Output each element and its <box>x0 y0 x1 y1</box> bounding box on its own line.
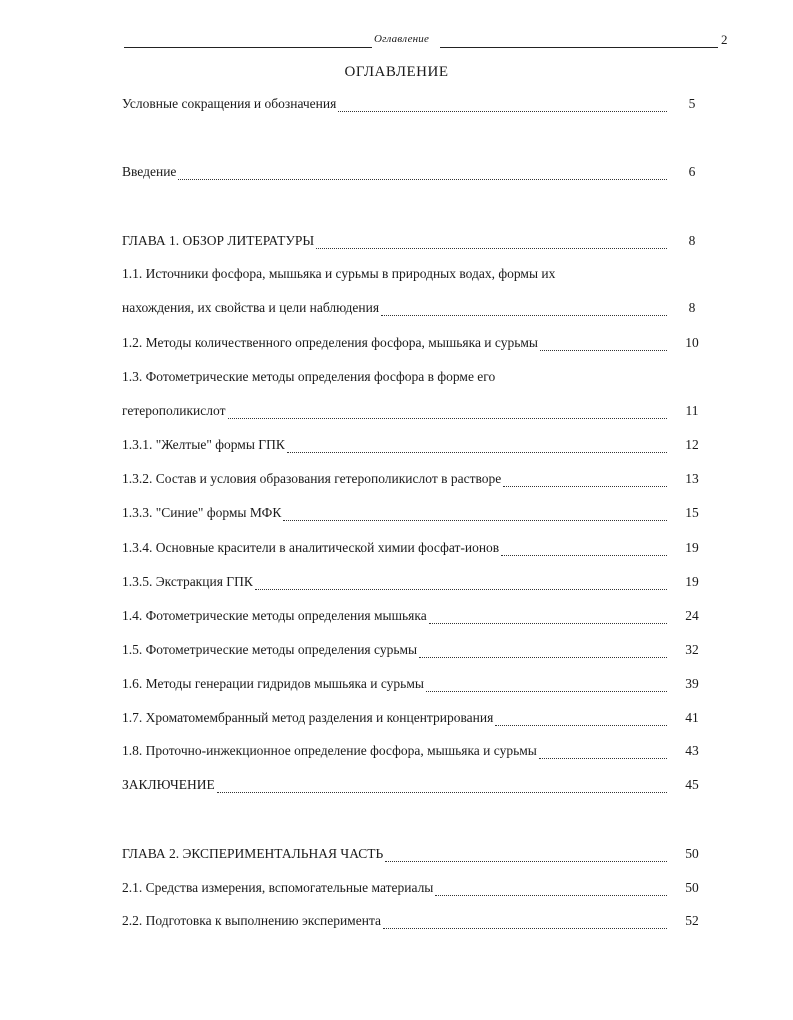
toc-entry-text: ГЛАВА 2. ЭКСПЕРИМЕНТАЛЬНАЯ ЧАСТЬ <box>122 846 384 861</box>
toc-entry <box>122 369 667 389</box>
toc-entry <box>122 233 667 253</box>
toc-entry-page: 45 <box>685 777 699 792</box>
toc-entry-text: 1.3.3. "Синие" формы МФК <box>122 505 282 520</box>
toc-entry <box>122 608 667 628</box>
dot-leader <box>338 109 667 112</box>
toc-entry <box>122 676 667 696</box>
toc-entry-page: 8 <box>688 300 696 315</box>
toc-entry-page: 13 <box>685 471 699 486</box>
toc-entry <box>122 96 667 116</box>
toc-entry-text: 1.1. Источники фосфора, мышьяка и сурьмы в природных водах, формы их <box>122 266 556 281</box>
toc-entry-text: 1.3.5. Экстракция ГПК <box>122 574 253 589</box>
toc-entry-text: Условные сокращения и обозначения <box>122 96 337 111</box>
toc-entry-text: 1.3.4. Основные красители в аналитической химии фосфат-ионов <box>122 540 500 555</box>
toc-entry-text: 1.8. Проточно-инжекционное определение фосфора, мышьяка и сурьмы <box>122 743 537 758</box>
toc-entry <box>122 642 667 662</box>
header-rule-right <box>440 47 718 48</box>
toc-entry <box>122 574 667 594</box>
dot-leader <box>429 621 667 624</box>
dot-leader <box>255 587 667 590</box>
dot-leader <box>178 177 667 180</box>
toc-entry-text: 2.2. Подготовка к выполнению эксперимента <box>122 913 381 928</box>
dot-leader <box>435 893 667 896</box>
toc-entry-text: 1.7. Хроматомембранный метод разделения и концентрирования <box>122 710 494 725</box>
toc-entry-page: 50 <box>685 880 699 895</box>
dot-leader <box>228 416 667 419</box>
toc-entry <box>122 846 667 866</box>
toc-entry-page: 8 <box>688 233 696 248</box>
dot-leader <box>381 313 667 316</box>
dot-leader <box>501 553 667 556</box>
toc-entry-text: 1.4. Фотометрические методы определения мышьяка <box>122 608 427 623</box>
dot-leader <box>385 859 667 862</box>
toc-entry-page: 19 <box>685 540 699 555</box>
toc-entry-page: 43 <box>685 743 699 758</box>
toc-entry <box>122 777 667 797</box>
header-rule-left <box>124 47 372 48</box>
toc-entry <box>122 471 667 491</box>
toc-entry-text: 1.5. Фотометрические методы определения сурьмы <box>122 642 418 657</box>
toc-entry <box>122 403 667 423</box>
toc-entry-text: 1.3.1. "Желтые" формы ГПК <box>122 437 285 452</box>
toc-entry-page: 12 <box>685 437 699 452</box>
dot-leader <box>383 926 667 929</box>
toc-entry-text: 1.6. Методы генерации гидридов мышьяка и сурьмы <box>122 676 424 691</box>
toc-entry-page: 11 <box>685 403 699 418</box>
toc-entry-text: 1.3.2. Состав и условия образования гетерополикислот в растворе <box>122 471 502 486</box>
toc-entry <box>122 266 667 286</box>
dot-leader <box>316 246 667 249</box>
toc-entry <box>122 913 667 933</box>
toc-entry-page: 41 <box>685 710 699 725</box>
dot-leader <box>287 450 667 453</box>
toc-entry-text: 1.3. Фотометрические методы определения фосфора в форме его <box>122 369 496 384</box>
dot-leader <box>426 689 667 692</box>
toc-entry-text: Введение <box>122 164 177 179</box>
toc-entry <box>122 437 667 457</box>
dot-leader <box>540 348 667 351</box>
dot-leader <box>539 756 667 759</box>
toc-entry <box>122 300 667 320</box>
toc-entry <box>122 164 667 184</box>
toc-entry-page: 24 <box>685 608 699 623</box>
toc-entry-page: 10 <box>685 335 699 350</box>
toc-entry <box>122 743 667 763</box>
toc-entry-page: 50 <box>685 846 699 861</box>
dot-leader <box>503 484 667 487</box>
header-page-number: 2 <box>721 32 728 47</box>
toc-entry <box>122 335 667 355</box>
dot-leader <box>283 518 667 521</box>
toc-entry <box>122 710 667 730</box>
toc-entry-text: 1.2. Методы количественного определения фосфора, мышьяка и сурьмы <box>122 335 538 350</box>
header-label: Оглавление <box>374 33 430 45</box>
toc-entry-page: 19 <box>685 574 699 589</box>
toc-entry-text: нахождения, их свойства и цели наблюдения <box>122 300 380 315</box>
toc-entry-page: 32 <box>685 642 699 657</box>
dot-leader <box>419 655 667 658</box>
toc-entry-text: ГЛАВА 1. ОБЗОР ЛИТЕРАТУРЫ <box>122 233 315 248</box>
toc-entry-page: 6 <box>688 164 696 179</box>
dot-leader <box>495 723 667 726</box>
toc-entry-text: ЗАКЛЮЧЕНИЕ <box>122 777 215 792</box>
toc-entry-page: 5 <box>688 96 696 111</box>
toc-entry-text: гетерополикислот <box>122 403 226 418</box>
toc-entry-page: 15 <box>685 505 699 520</box>
toc-entry <box>122 540 667 560</box>
toc-entry <box>122 880 667 900</box>
toc-entry-text: 2.1. Средства измерения, вспомогательные материалы <box>122 880 434 895</box>
toc-entry <box>122 505 667 525</box>
running-header <box>124 30 728 50</box>
toc-entry-page: 52 <box>685 913 699 928</box>
toc-title: ОГЛАВЛЕНИЕ <box>344 64 449 80</box>
toc-entry-page: 39 <box>685 676 699 691</box>
dot-leader <box>217 790 667 793</box>
